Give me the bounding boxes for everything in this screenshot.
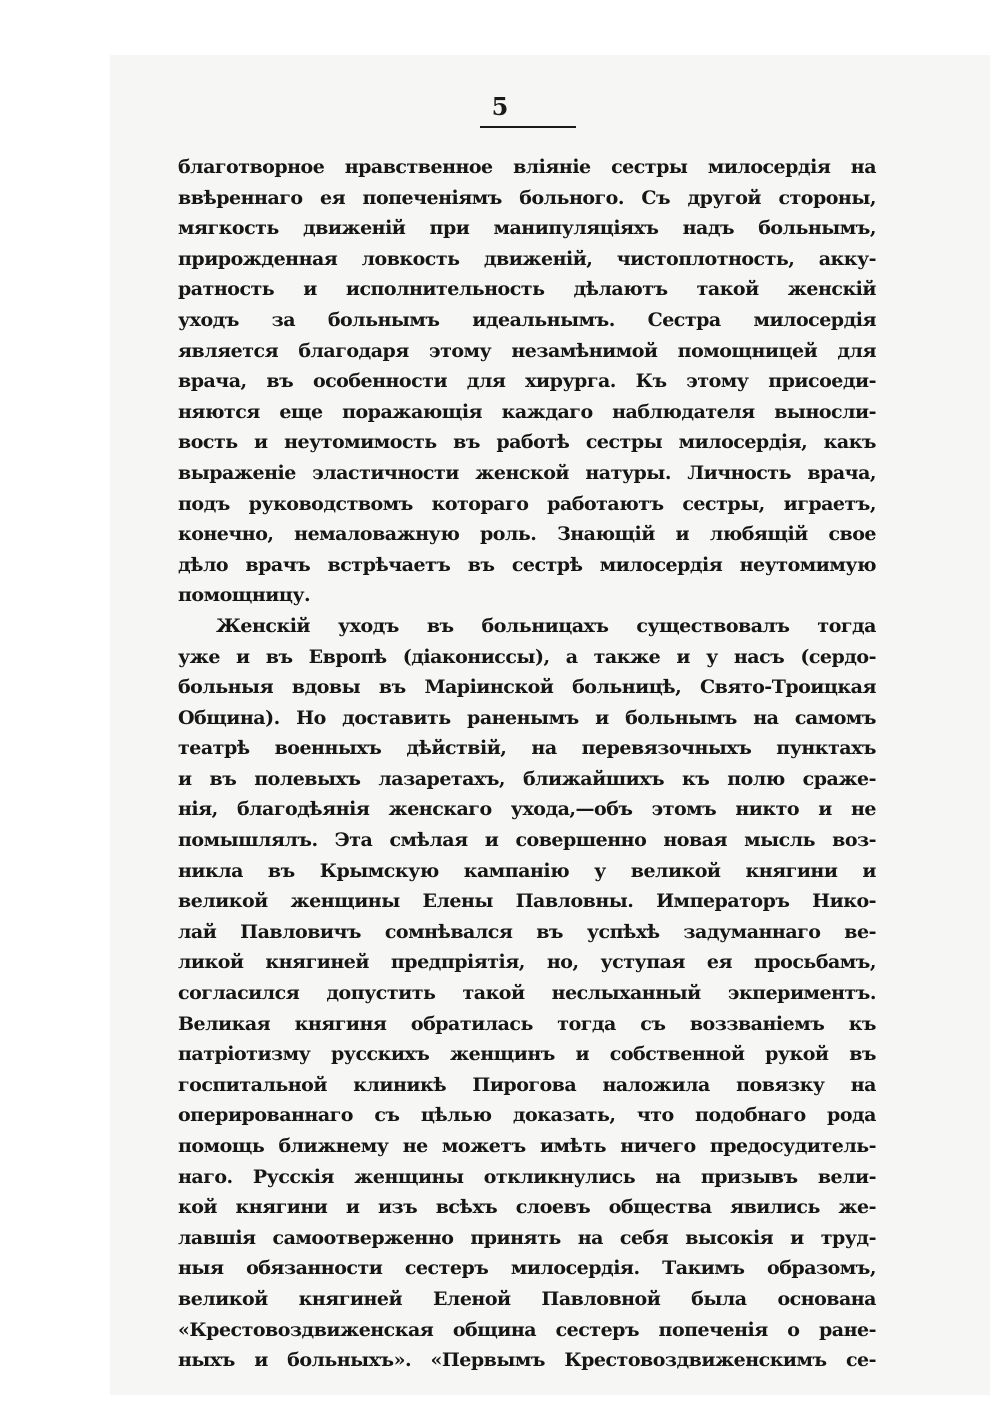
text-line: вость и неутомимость въ работѣ сестры милосердія, какъ [178, 431, 876, 454]
text-line: и въ полевыхъ лазаретахъ, ближайшихъ къ полю сраже- [178, 767, 876, 790]
text-line: согласился допустить такой неслыханный экпериментъ. [178, 982, 876, 1005]
text-line: ныхъ и больныхъ». «Первымъ Крестовоздвиженскимъ се- [178, 1349, 876, 1372]
text-line: «Крестовоздвиженская община сестеръ попеченія о ране- [178, 1318, 876, 1341]
text-line: ратность и исполнительность дѣлаютъ такой женскій [178, 278, 876, 301]
text-line: лавшія самоотверженно принять на себя высокія и труд- [178, 1226, 876, 1249]
text-line: ныя обязанности сестеръ милосердія. Такимъ образомъ, [178, 1257, 876, 1280]
text-line: уходъ за больнымъ идеальнымъ. Сестра милосердія [178, 308, 876, 331]
text-line: Община). Но доставить раненымъ и больнымъ на самомъ [178, 706, 876, 729]
text-line: патріотизму русскихъ женщинъ и собственной рукой въ [178, 1043, 876, 1066]
text-line: ликой княгиней предпріятія, но, уступая ея просьбамъ, [178, 951, 876, 974]
text-line: великой княгиней Еленой Павловной была основана [178, 1287, 876, 1310]
text-line: благотворное нравственное вліяніе сестры милосердія на [178, 156, 876, 178]
text-line: конечно, немаловажную роль. Знающій и любящій свое [178, 523, 876, 546]
text-line: кой княгини и изъ всѣхъ слоевъ общества явились же- [178, 1196, 876, 1219]
text-line: помощь ближнему не можетъ имѣть ничего предосудитель- [178, 1135, 876, 1157]
text-line: уже и въ Европѣ (діакониссы), а также и у насъ (сердо- [178, 645, 876, 668]
text-line: мягкость движеній при манипуляціяхъ надъ больнымъ, [178, 217, 876, 240]
text-line: является благодаря этому незамѣнимой помощницей для [178, 339, 876, 362]
text-line: никла въ Крымскую кампанію у великой княгини и [178, 859, 876, 882]
text-line: ввѣреннаго ея попеченіямъ больного. Съ другой стороны, [178, 186, 876, 209]
text-line: наго. Русскія женщины откликнулись на призывъ вели- [178, 1165, 876, 1188]
header-rule [480, 126, 576, 128]
body-text [178, 152, 876, 1376]
text-line: дѣло врачъ встрѣчаетъ въ сестрѣ милосердія неутомимую [178, 553, 876, 576]
text-line: помощницу. [178, 584, 311, 607]
text-line: театрѣ военныхъ дѣйствій, на перевязочныхъ пунктахъ [178, 737, 876, 760]
text-line: няются еще поражающія каждаго наблюдателя выносли- [178, 400, 876, 423]
text-line: оперированнаго съ цѣлью доказать, что подобнаго рода [178, 1104, 876, 1127]
text-line: госпитальной клиникѣ Пирогова наложила повязку на [178, 1073, 876, 1096]
text-line: больныя вдовы въ Маріинской больницѣ, Свято-Троицкая [178, 676, 876, 699]
text-line: великой женщины Елены Павловны. Императоръ Нико- [178, 890, 876, 913]
text-line: нія, благодѣянія женскаго ухода,—объ этомъ никто и не [178, 798, 876, 821]
text-line: прирожденная ловкость движеній, чистоплотность, акку- [178, 247, 876, 270]
text-line: подъ руководствомъ котораго работаютъ сестры, играетъ, [178, 492, 876, 515]
text-line: Женскій уходъ въ больницахъ существовалъ тогда [216, 614, 876, 637]
page-number: 5 [491, 92, 509, 121]
text-line: Великая княгиня обратилась тогда съ воззваніемъ къ [178, 1012, 876, 1035]
text-line: врача, въ особенности для хирурга. Къ этому присоеди- [178, 370, 876, 393]
text-line: выраженіе эластичности женской натуры. Личность врача, [178, 461, 876, 484]
text-line: лай Павловичъ сомнѣвался въ успѣхѣ задуманнаго ве- [178, 920, 876, 943]
text-line: помышлялъ. Эта смѣлая и совершенно новая мысль воз- [178, 829, 876, 852]
